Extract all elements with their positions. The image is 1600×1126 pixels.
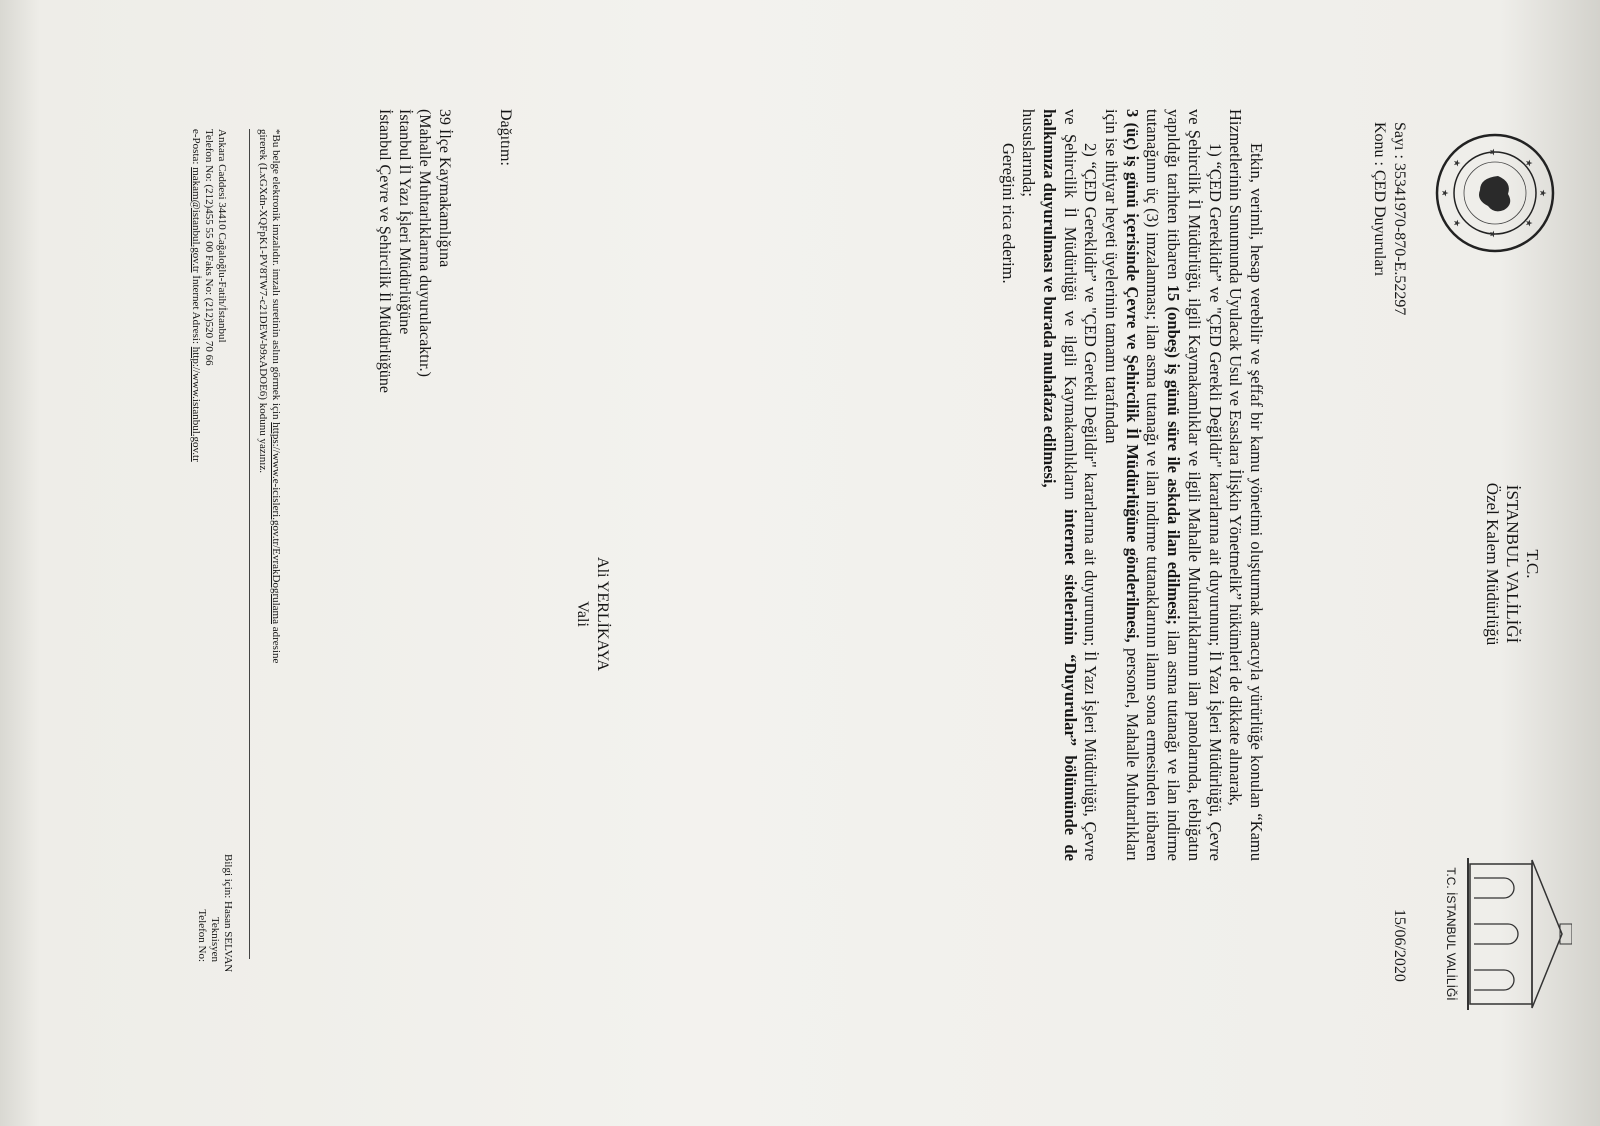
distribution-item: 39 İlçe Kaymakamlığına xyxy=(436,109,453,268)
paragraph-item-1: 1) “ÇED Gereklidir” ve "ÇED Gerekli Değildir" kararlarına ait duyurunun; İl Yazı İşleri Müdürlüğü, Çevre ve Şehircilik İl Müdürlüğü, ilgili Kaymakamlıklar ve ilgili Mahalle Muhtarlıklarının ilan panolarında, tebliğatın yapıldığı tarihten itibaren 15 (onbeş) iş günü süre ile askıda ilan edilmesi; ilan asma tutanağı ve ilan indirme tutanağının üç (3) imzalanması; ilan asma tutanağı ve ilan indirme tutanaklarının ilanın sona ermesinden itibaren 3 (üç) iş günü içerisinde Çevre ve Şehircilik İl Müdürlüğüne gönderilmesi, personel, Mahalle Muhtarlıkları için ise ihtiyar heyeti üyelerinin tamamı tarafından xyxy=(1102,109,1225,861)
document-date: 15/06/2020 xyxy=(1391,909,1408,982)
website-link[interactable]: http://www.istanbul.gov.tr xyxy=(190,346,202,462)
svg-text:★: ★ xyxy=(1451,159,1461,168)
verification-code: girerek (LxGXdn-XQFpK1-PV8TW7-c21DEW-b9xADOE6) kodunu yazınız. xyxy=(257,129,269,473)
ministry-emblem-icon xyxy=(1434,132,1556,254)
signatory-name: Ali YERLİKAYA xyxy=(594,557,611,671)
emblem-seal xyxy=(1434,132,1556,254)
distribution-list xyxy=(374,109,454,393)
document-number: Sayı : 35341970-870-E.52297 xyxy=(1391,122,1408,316)
distribution-heading: Dağıtım: xyxy=(497,109,514,166)
header-governorship: İSTANBUL VALİLİĞİ xyxy=(1503,484,1522,644)
distribution-item: İstanbul Çevre ve Şehircilik İl Müdürlüğüne xyxy=(376,109,393,393)
distribution-item: (Mahalle Muhtarlıklarına duyurulacaktır.) xyxy=(416,109,433,377)
e-signature-note: *Bu belge elektronik imzalıdır. imzalı suretinin aslını görmek için https://www.e-icisleri.gov.tr/EvrakDogrulama adresine girerek (LxGXdn-XQFpK1-PV8TW7-c21DEW-b9xADOE6) kodunu yazınız. xyxy=(257,129,282,664)
svg-text:★: ★ xyxy=(1439,189,1449,198)
footer-phone: Telefon No: (212)455 55 00 Faks No: (212)520 70 66 xyxy=(203,129,215,366)
building-caption: T.C. İSTANBUL VALİLİĞİ xyxy=(1444,867,1458,1001)
email-link[interactable]: makam@istanbul.gov.tr xyxy=(190,167,202,273)
svg-text:★: ★ xyxy=(1451,219,1461,228)
paragraph-closing: hususlarında; xyxy=(1019,109,1039,197)
header-tc: T.C. xyxy=(1523,549,1542,579)
footer-divider xyxy=(249,129,250,959)
letterhead xyxy=(1482,414,1542,714)
paragraph-item-2: 2) “ÇED Gereklidir” ve "ÇED Gerekli Değildir" kararlarına ait duyurunun; İl Yazı İşleri Müdürlüğü, Çevre ve Şehircilik İl Müdürlüğü ve ilgili Kaymakamlıkların internet sitelerinin “Duyurular” bölümünde de halkımıza duyurulması ve burada muhafaza edilmesi, xyxy=(1039,109,1101,861)
footer-contact xyxy=(189,129,228,462)
building-icon xyxy=(1462,854,1572,1014)
signature-block xyxy=(572,514,612,714)
letter-body xyxy=(997,109,1266,861)
info-role: Teknisyen xyxy=(209,916,221,962)
svg-text:★: ★ xyxy=(1537,189,1547,198)
governorship-building-logo xyxy=(1422,854,1572,1014)
signatory-title: Vali xyxy=(574,601,591,627)
svg-text:★: ★ xyxy=(1487,148,1497,157)
svg-text:★: ★ xyxy=(1523,219,1533,228)
verification-link[interactable]: https://www.e-icisleri.gov.tr/EvrakDogrulama xyxy=(270,422,282,624)
footer-address: Ankara Caddesi 34410 Cağaloğlu-Fatih/İstanbul xyxy=(216,129,228,343)
header-department: Özel Kalem Müdürlüğü xyxy=(1483,482,1502,646)
info-phone: Telefon No: xyxy=(196,909,208,962)
svg-text:★: ★ xyxy=(1523,159,1533,168)
paragraph-request: Gereğini rica ederim. xyxy=(998,143,1018,284)
svg-text:★: ★ xyxy=(1487,230,1497,239)
info-contact-person: Bilgi için: Hasan SELVAN xyxy=(222,854,234,973)
paragraph-intro: Etkin, verimli, hesap verebilir ve şeffaf bir kamu yönetimi oluşturmak amacıyla yürürlüğe konulan “Kamu Hizmetlerinin Sunumunda Uyulacak Usul ve Esaslara İlişkin Yönetmelik” hükümleri de dikkate alınarak, xyxy=(1226,109,1266,861)
distribution-item: İstanbul İl Yazı İşleri Müdürlüğüne xyxy=(396,109,413,335)
document-subject: Konu : ÇED Duyuruları xyxy=(1371,122,1388,277)
footer-web-line: e-Posta: makam@istanbul.gov.tr İnternet Adresi: http://www.istanbul.gov.tr xyxy=(190,129,202,462)
footer-info xyxy=(195,854,234,973)
